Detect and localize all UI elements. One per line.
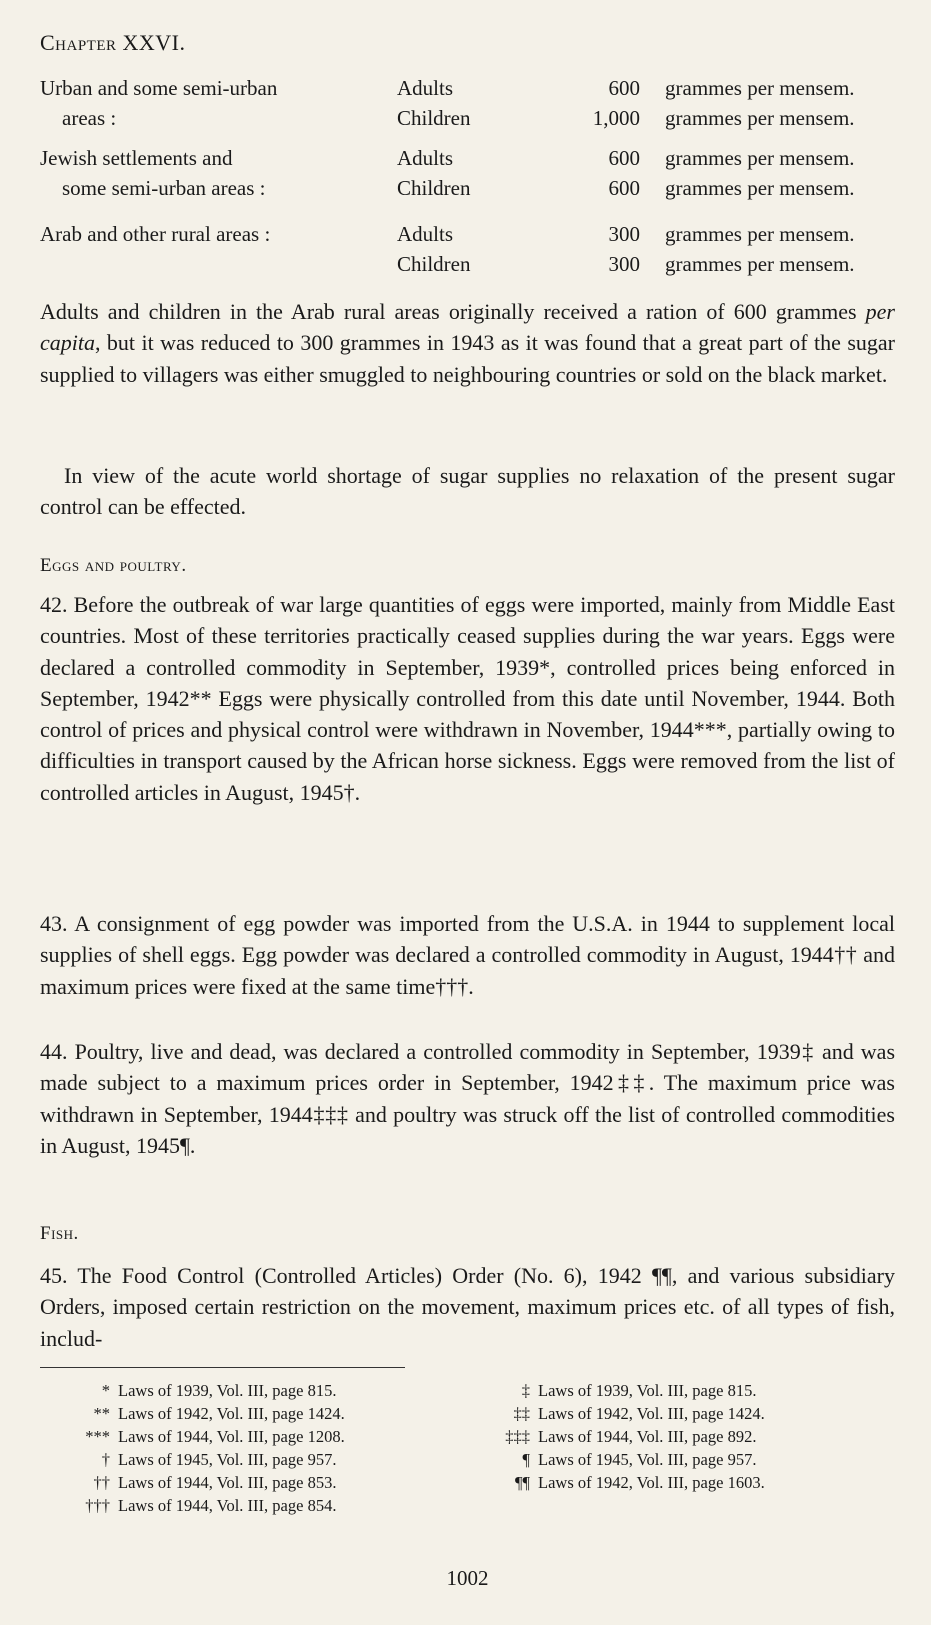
paragraph-sugar-shortage: In view of the acute world shortage of sugar supplies no relaxation of the present sugar control can be effected. xyxy=(40,463,895,520)
footnote-mark: *** xyxy=(85,1427,110,1446)
ration-group: Adults xyxy=(397,76,454,100)
section-heading-fish: Fish. xyxy=(40,1223,79,1244)
footnote-text: Laws of 1944, Vol. III, page 854. xyxy=(118,1496,337,1515)
footnote-mark: ¶ xyxy=(522,1450,530,1469)
footnote xyxy=(40,1450,336,1470)
footnote-mark: ‡ xyxy=(521,1381,530,1400)
ration-amount: 300 xyxy=(608,252,640,276)
page-number: 1002 xyxy=(446,1566,489,1590)
section-heading-eggs-poultry: Eggs and poultry. xyxy=(40,555,187,576)
paragraph-42: 42. Before the outbreak of war large quantities of eggs were imported, mainly from Middle East countries. Most of these territories practically ceased supplies during the war years. Eggs were declared a controlled commodity in September, 1939*, controlled prices being enforced in September, 1942** Eggs were physically controlled from this date until November, 1944. Both control of prices and physical control were withdrawn in November, 1944***, partially owing to difficulties in transport caused by the African horse sickness. Eggs were removed from the list of controlled articles in August, 1945†. xyxy=(40,592,895,805)
footnote xyxy=(460,1473,765,1493)
ration-group: Children xyxy=(397,176,471,200)
paragraph-43: 43. A consignment of egg powder was imported from the U.S.A. in 1944 to supplement local supplies of shell eggs. Egg powder was declared a controlled commodity in August, 1944†† and maximum prices were fixed at the same time†††. xyxy=(40,911,895,999)
footnote-text: Laws of 1944, Vol. III, page 1208. xyxy=(118,1427,345,1446)
paragraph-44: 44. Poultry, live and dead, was declared a controlled commodity in September, 1939‡ and was made subject to a maximum prices order in September, 1942‡‡. The maximum price was withdrawn in September, 1944‡‡‡ and poultry was struck off the list of controlled commodities in August, 1945¶. xyxy=(40,1039,895,1158)
footnote-text: Laws of 1939, Vol. III, page 815. xyxy=(118,1381,337,1400)
ration-row xyxy=(40,76,895,106)
ration-area-label: some semi-urban areas : xyxy=(62,176,266,200)
footnote-text: Laws of 1942, Vol. III, page 1424. xyxy=(118,1404,345,1423)
footnote xyxy=(40,1496,336,1516)
footnote-mark: †† xyxy=(93,1473,110,1492)
chapter-heading: Chapter XXVI. xyxy=(40,30,186,55)
paragraph-text: , but it was reduced to 300 grammes in 1943 as it was found that a great part of the sugar supplied to villagers was either smuggled to neighbouring countries or sold on the black market. xyxy=(40,330,895,387)
paragraph-text: Adults and children in the Arab rural areas originally received a ration of 600 grammes xyxy=(40,299,866,324)
footnote-text: Laws of 1942, Vol. III, page 1424. xyxy=(538,1404,765,1423)
ration-row xyxy=(40,106,895,136)
paragraph-arab-rural-ration xyxy=(40,296,895,390)
footnote xyxy=(460,1450,756,1470)
footnote xyxy=(40,1381,336,1401)
paragraph-45: 45. The Food Control (Controlled Articles) Order (No. 6), 1942 ¶¶, and various subsidiary Orders, imposed certain restriction on the movement, maximum prices etc. of all types of fish, includ- xyxy=(40,1263,895,1351)
footnote-mark: * xyxy=(101,1381,110,1400)
footnote-text: Laws of 1945, Vol. III, page 957. xyxy=(538,1450,757,1469)
ration-table xyxy=(40,76,895,282)
footnote-text: Laws of 1944, Vol. III, page 853. xyxy=(118,1473,337,1492)
footnote-mark: † xyxy=(101,1450,110,1469)
ration-unit: grammes per mensem. xyxy=(665,146,855,170)
ration-row xyxy=(40,146,895,176)
ration-row xyxy=(40,252,895,282)
ration-group: Children xyxy=(397,252,471,276)
footnote-text: Laws of 1944, Vol. III, page 892. xyxy=(538,1427,757,1446)
ration-row xyxy=(40,176,895,206)
footnote xyxy=(460,1427,756,1447)
ration-area-label: Jewish settlements and xyxy=(40,146,233,170)
paragraph-italic-text: per capita xyxy=(40,299,895,356)
footnote-text: Laws of 1945, Vol. III, page 957. xyxy=(118,1450,337,1469)
footnote-mark: ** xyxy=(93,1404,110,1423)
ration-row xyxy=(40,222,895,252)
ration-area-label: areas : xyxy=(62,106,117,130)
footnote xyxy=(460,1381,756,1401)
footnote-mark: ††† xyxy=(85,1496,110,1515)
ration-group: Adults xyxy=(397,222,454,246)
ration-unit: grammes per mensem. xyxy=(665,176,855,200)
footnote xyxy=(40,1427,345,1447)
ration-unit: grammes per mensem. xyxy=(665,76,855,100)
ration-amount: 1,000 xyxy=(592,106,640,130)
footnote-mark: ‡‡ xyxy=(513,1404,530,1423)
ration-unit: grammes per mensem. xyxy=(665,222,855,246)
ration-group: Children xyxy=(397,106,471,130)
ration-area-label: Arab and other rural areas : xyxy=(40,222,271,246)
footnote-rule xyxy=(40,1367,405,1368)
ration-amount: 600 xyxy=(608,76,640,100)
ration-group: Adults xyxy=(397,146,454,170)
ration-amount: 600 xyxy=(608,176,640,200)
ration-unit: grammes per mensem. xyxy=(665,106,855,130)
ration-amount: 300 xyxy=(608,222,640,246)
ration-area-label: Urban and some semi-urban xyxy=(40,76,278,100)
footnote xyxy=(40,1473,336,1493)
footnote-text: Laws of 1942, Vol. III, page 1603. xyxy=(538,1473,765,1492)
ration-amount: 600 xyxy=(608,146,640,170)
footnote-mark: ‡‡‡ xyxy=(505,1427,530,1446)
footnote-mark: ¶¶ xyxy=(515,1473,530,1492)
ration-unit: grammes per mensem. xyxy=(665,252,855,276)
document-page xyxy=(40,0,895,1625)
footnote-text: Laws of 1939, Vol. III, page 815. xyxy=(538,1381,757,1400)
footnote xyxy=(40,1404,345,1424)
footnote xyxy=(460,1404,765,1424)
